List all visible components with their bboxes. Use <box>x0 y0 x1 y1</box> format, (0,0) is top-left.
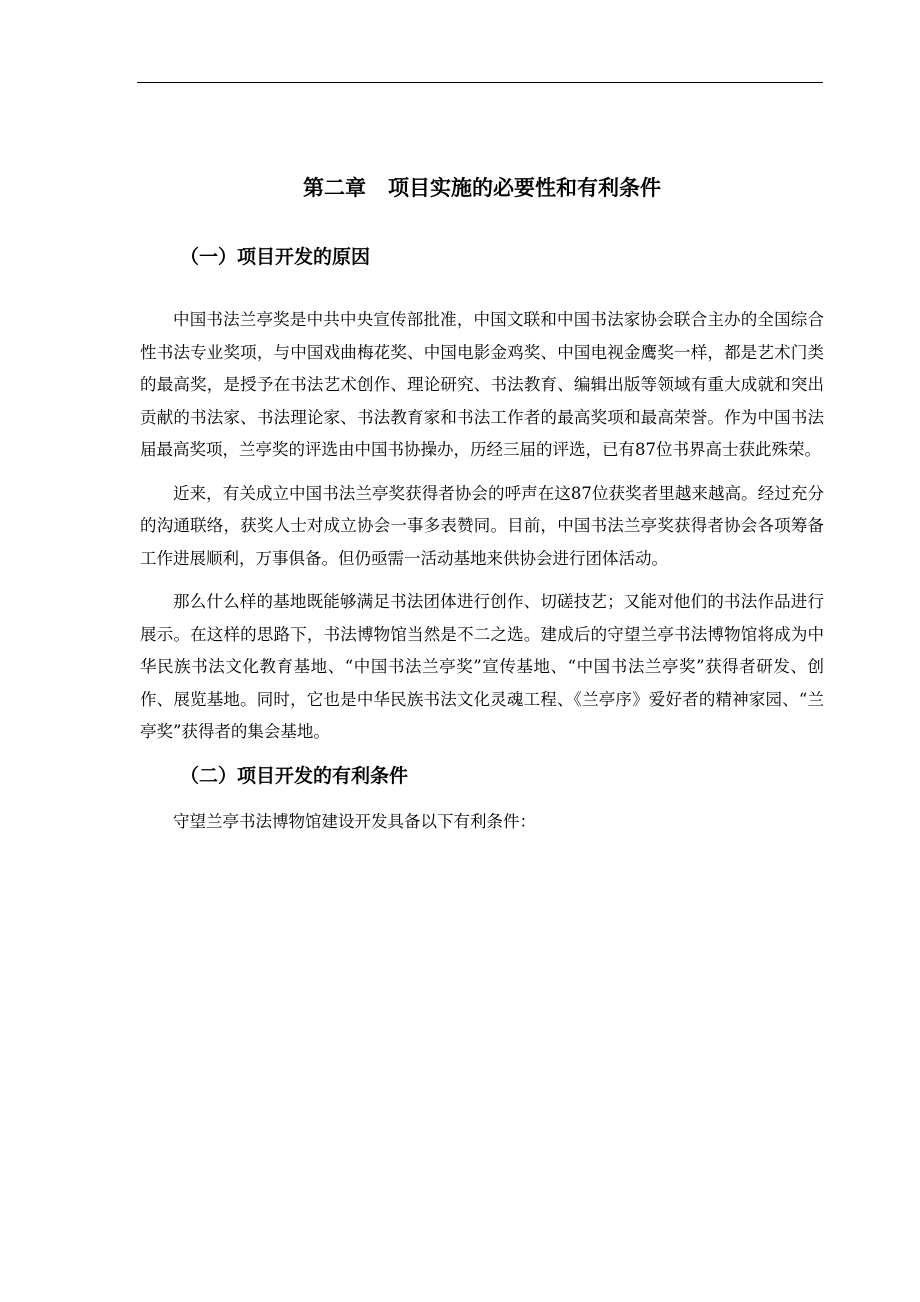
paragraph-lanting-award: 中国书法兰亭奖是中共中央宣传部批准，中国文联和中国书法家协会联合主办的全国综合性书法专业奖项，与中国戏曲梅花奖、中国电影金鸡奖、中国电视金鹰奖一样，都是艺术门类的最高奖，是授予在书法艺术创作、理论研究、书法教育、编辑出版等领域有重大成就和突出贡献的书法家、书法理论家、书法教育家和书法工作者的最高奖项和最高荣誉。作为中国书法届最高奖项，兰亭奖的评选由中国书协操办，历经三届的评选，已有87位书界高士获此殊荣。 <box>140 310 824 459</box>
chapter-title <box>140 170 824 206</box>
paragraph-conditions-intro: 守望兰亭书法博物馆建设开发具备以下有利条件： <box>173 811 536 831</box>
chapter-number: 第二章 <box>303 176 366 200</box>
chapter-name: 项目实施的必要性和有利条件 <box>388 176 661 200</box>
document-body <box>140 170 824 838</box>
paragraph-association-call: 近来，有关成立中国书法兰亭奖获得者协会的呼声在这87位获奖者里越来越高。经过充分的沟通联络，获奖人士对成立协会一事多表赞同。目前，中国书法兰亭奖获得者协会各项筹备工作进展顺利，万事俱备。但仍亟需一活动基地来供协会进行团体活动。 <box>140 483 824 568</box>
section-heading-conditions: （二）项目开发的有利条件 <box>180 764 409 787</box>
header-rule <box>137 82 823 83</box>
paragraph-museum-choice: 那么什么样的基地既能够满足书法团体进行创作、切磋技艺；又能对他们的书法作品进行展示。在这样的思路下，书法博物馆当然是不二之选。建成后的守望兰亭书法博物馆将成为中华民族书法文化教育基地、“中国书法兰亭奖”宣传基地、“中国书法兰亭奖”获得者研发、创作、展览基地。同时，它也是中华民族书法文化灵魂工程、《兰亭序》爱好者的精神家园、“兰亭奖”获得者的集会基地。 <box>140 592 824 741</box>
section-heading-reasons: （一）项目开发的原因 <box>180 246 371 268</box>
